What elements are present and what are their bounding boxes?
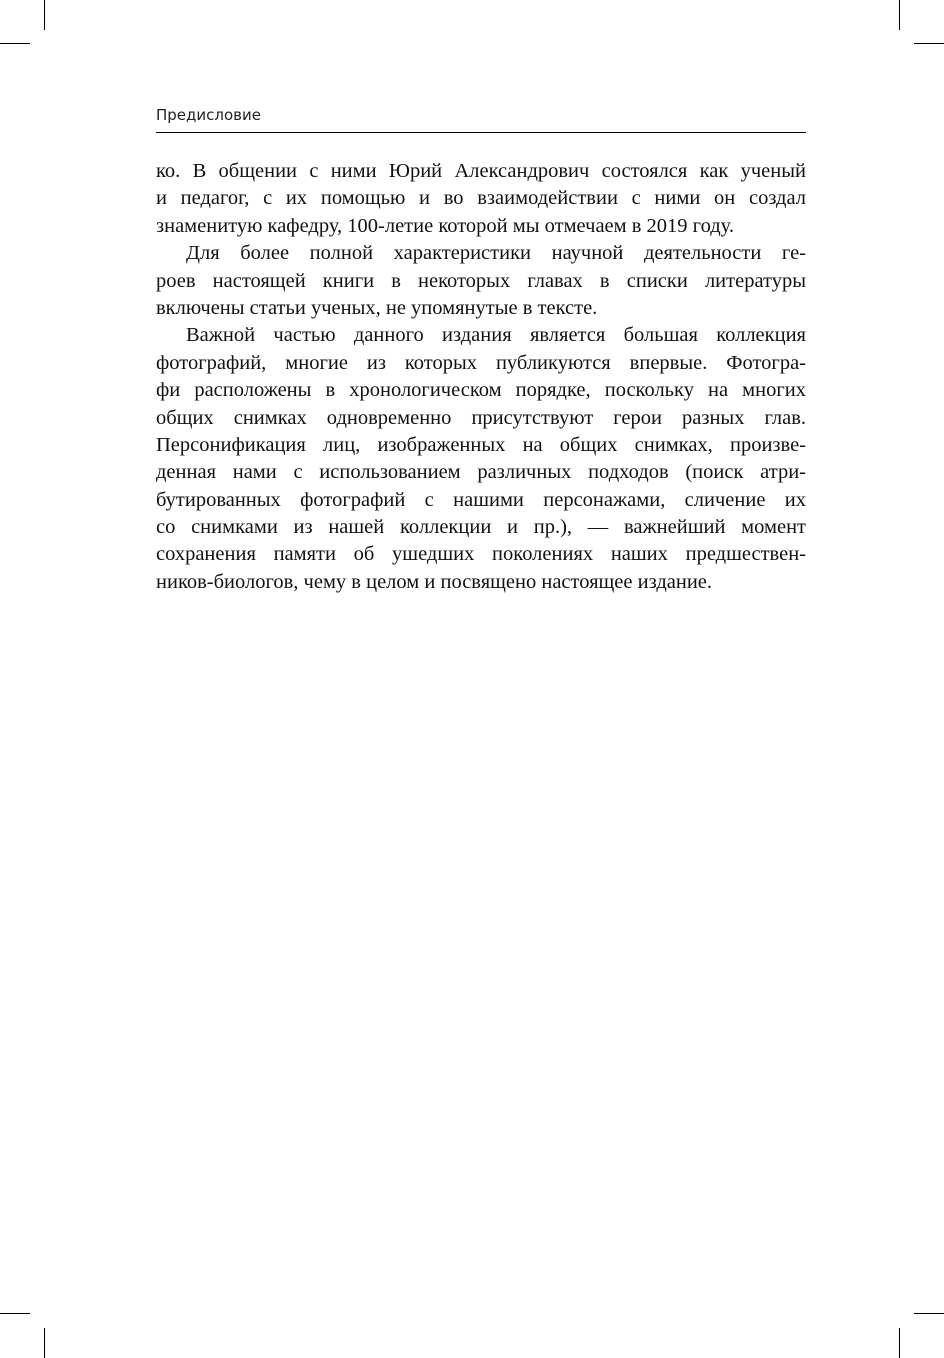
text-line: бутированных фотографий с нашими персонажами, сличение их xyxy=(156,488,806,511)
text-line: и педагог, с их помощью и во взаимодействии с ними он создал xyxy=(156,187,806,210)
crop-mark-bottom-left-vertical xyxy=(44,1328,45,1358)
running-head: Предисловие xyxy=(156,106,261,124)
crop-mark-top-right-horizontal xyxy=(914,43,944,44)
text-line: фи расположены в хронологическом порядке, поскольку на многих xyxy=(156,379,806,402)
text-line: со снимками из нашей коллекции и пр.), — важнейший момент xyxy=(156,516,806,539)
text-line: ко. В общении с ними Юрий Александрович состоялся как ученый xyxy=(156,160,806,182)
crop-mark-bottom-left-horizontal xyxy=(0,1313,30,1314)
text-line: ников-биологов, чему в целом и посвящено настоящее издание. xyxy=(156,570,713,593)
text-line: роев настоящей книги в некоторых главах в списки литературы xyxy=(156,269,806,292)
text-line: Важной частью данного издания является большая коллекция xyxy=(186,324,806,347)
crop-mark-bottom-right-horizontal xyxy=(914,1313,944,1314)
body-text xyxy=(156,158,806,596)
header-rule xyxy=(156,132,806,133)
crop-mark-top-left-horizontal xyxy=(0,43,30,44)
text-line: знаменитую кафедру, 100-летие которой мы отмечаем в 2019 году. xyxy=(156,214,734,237)
crop-mark-top-left-vertical xyxy=(44,0,45,30)
crop-mark-bottom-right-vertical xyxy=(899,1328,900,1358)
text-line: общих снимках одновременно присутствуют герои разных глав. xyxy=(156,406,806,429)
text-line: фотографий, многие из которых публикуются впервые. Фотогра- xyxy=(156,351,806,374)
text-line: денная нами с использованием различных подходов (поиск атри- xyxy=(156,461,806,484)
text-line: Персонификация лиц, изображенных на общих снимках, произве- xyxy=(156,433,806,456)
text-line: сохранения памяти об ушедших поколениях наших предшествен- xyxy=(156,543,806,566)
crop-mark-top-right-vertical xyxy=(899,0,900,30)
text-line: включены статьи ученых, не упомянутые в тексте. xyxy=(156,296,598,319)
text-line: Для более полной характеристики научной деятельности ге- xyxy=(186,242,806,265)
